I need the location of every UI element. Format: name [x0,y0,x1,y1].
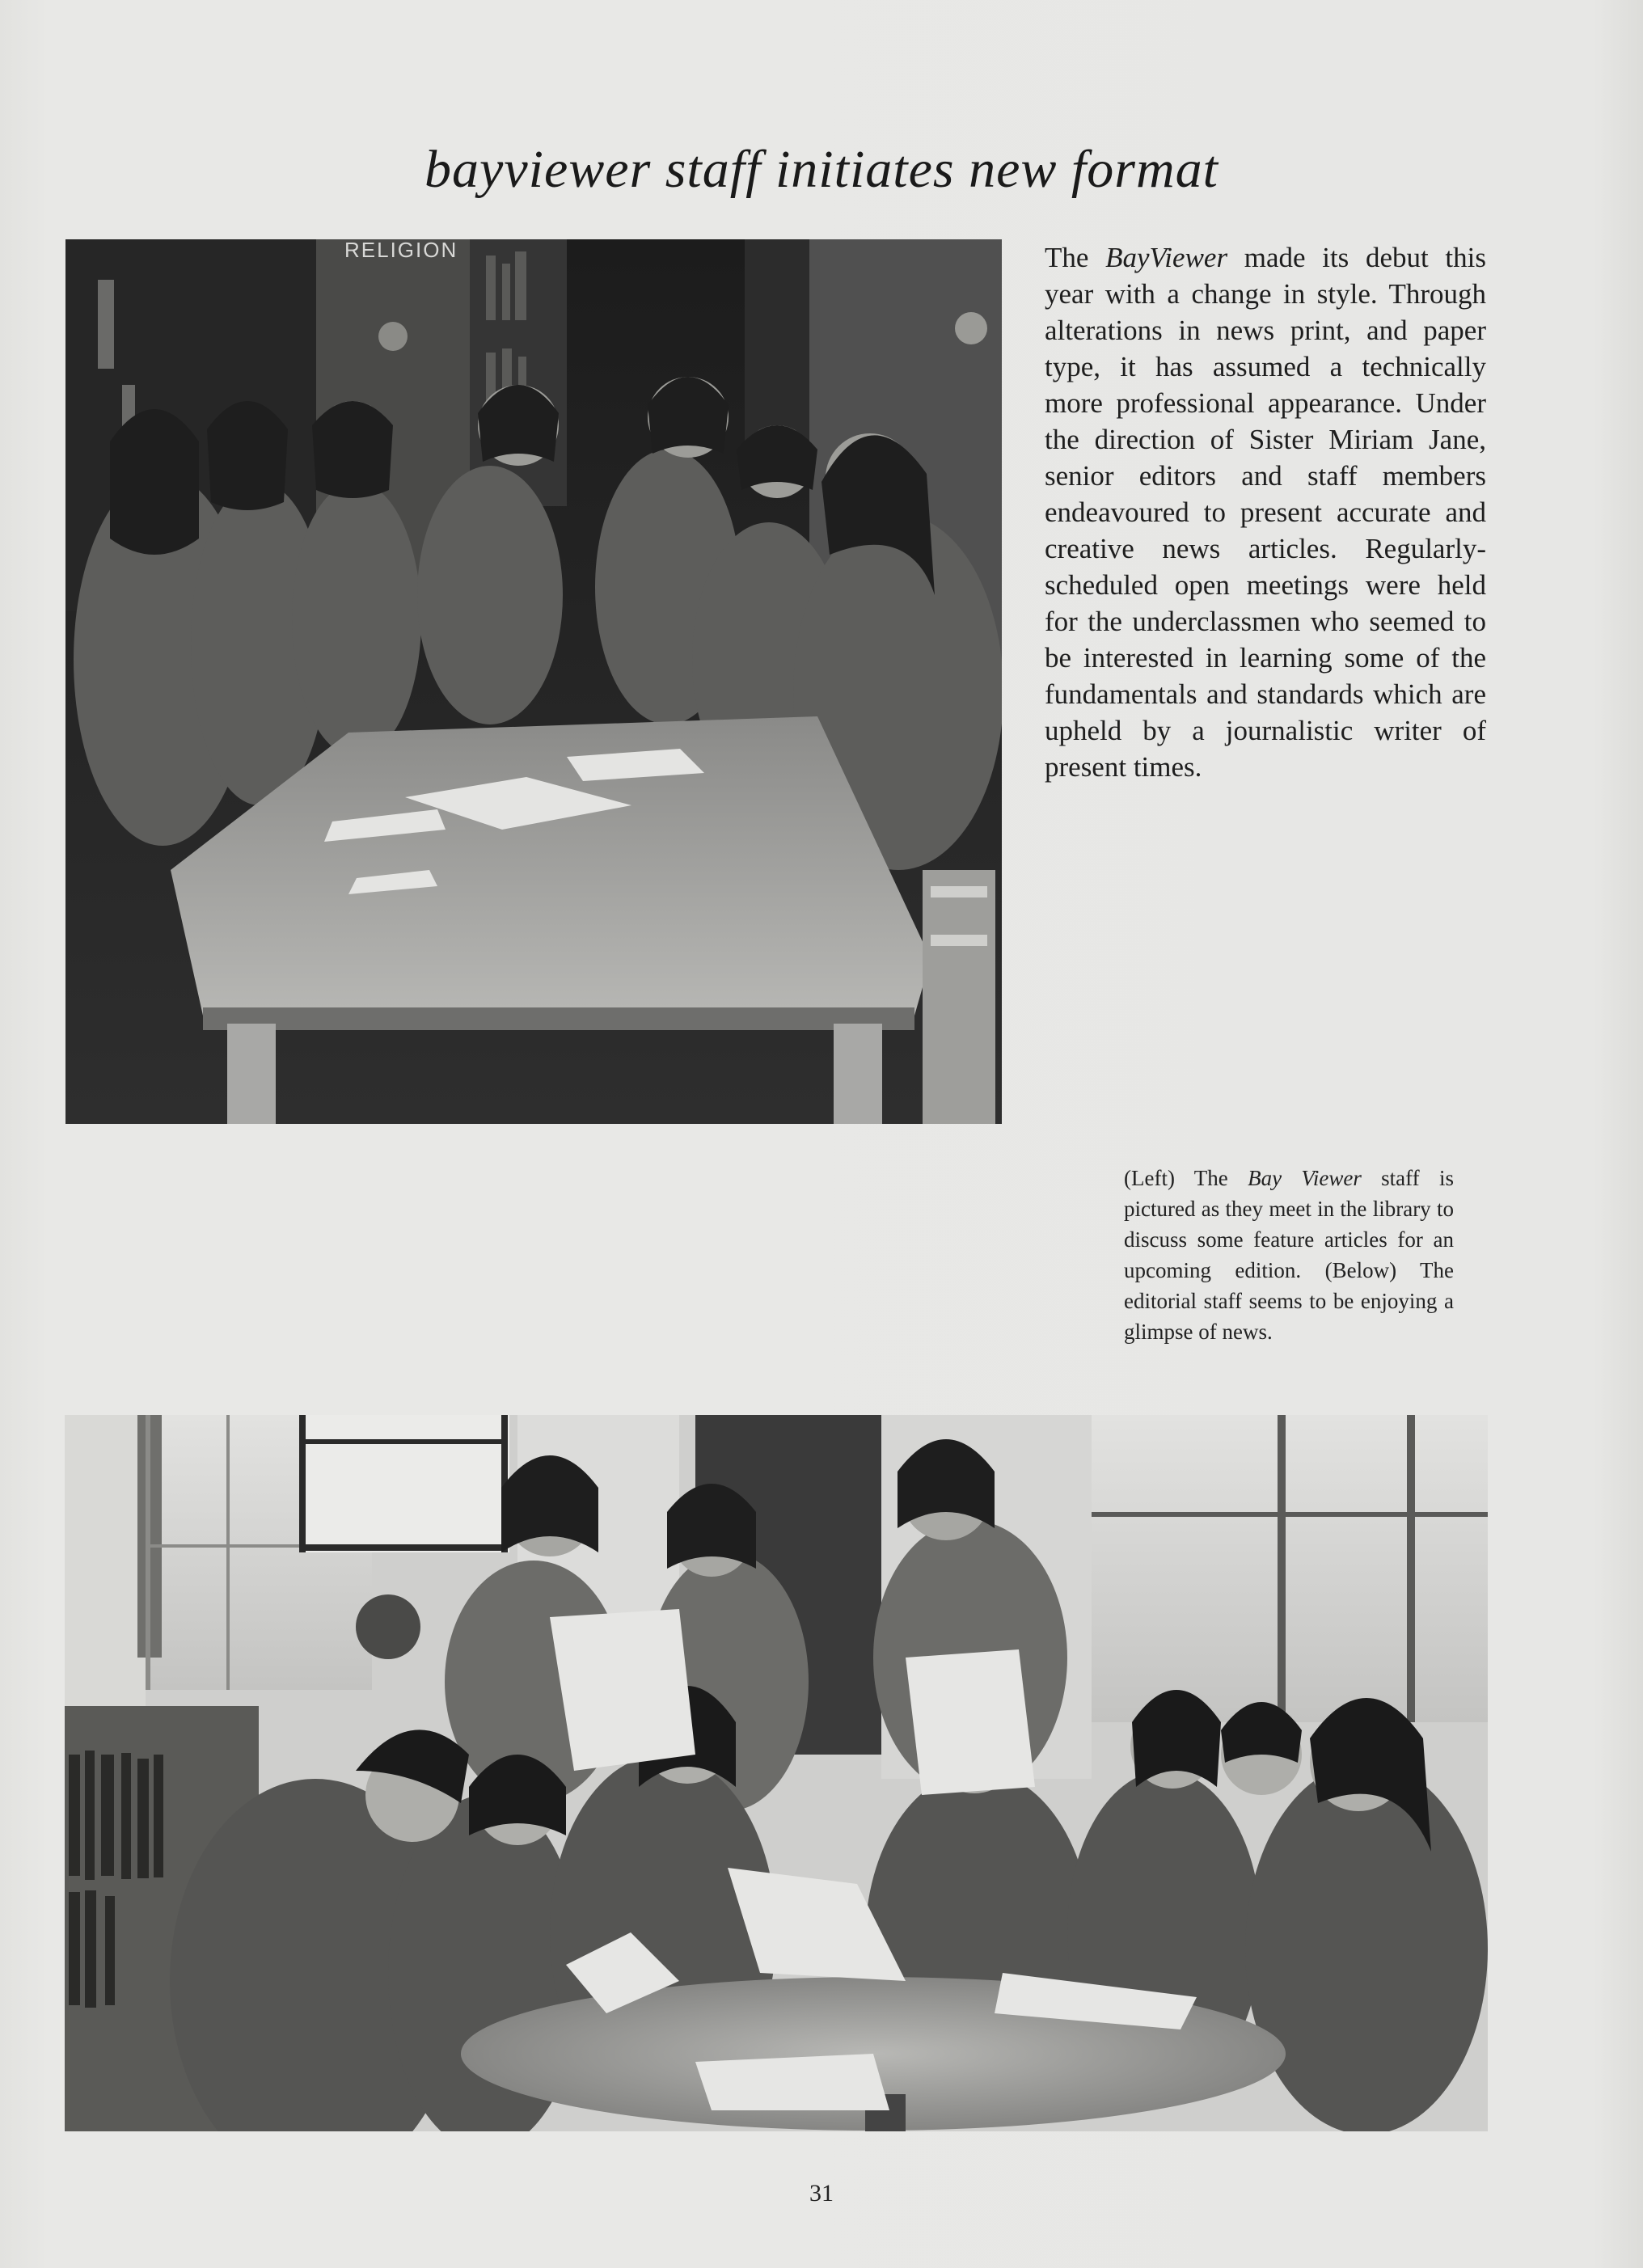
publication-name: BayViewer [1105,242,1228,273]
editorial-staff-image [65,1415,1488,2131]
library-meeting-photo [65,239,1002,1124]
article-text [1045,239,1486,785]
article-body: made its debut this year with a change in style. Through alterations in news print, and paper type, it has assumed a technically more professional appearance. Under the direction of Sister Miriam Jane, senior editors and staff members endeavoured to present accurate and creative news articles. Regularly-scheduled open meetings were held for the underclassmen who seemed to be interested in learning some of the fundamentals and standards which are upheld by a journalistic writer of present times. [1045,242,1486,783]
caption-publication: Bay Viewer [1248,1166,1362,1190]
editorial-staff-photo [65,1415,1488,2131]
religion-sign: RELIGION [344,239,458,262]
caption-rest: staff is pictured as they meet in the library to discuss some feature articles for an upcoming edition. (Below) The editorial staff seems to be enjoying a glimpse of news. [1124,1166,1454,1344]
caption-lead: (Left) The [1124,1166,1248,1190]
article-lead: The [1045,242,1106,273]
photo-caption [1124,1163,1454,1347]
page-number: 31 [809,2180,834,2207]
page-title: bayviewer staff initiates new format [424,140,1219,199]
library-meeting-image [65,239,1002,1124]
